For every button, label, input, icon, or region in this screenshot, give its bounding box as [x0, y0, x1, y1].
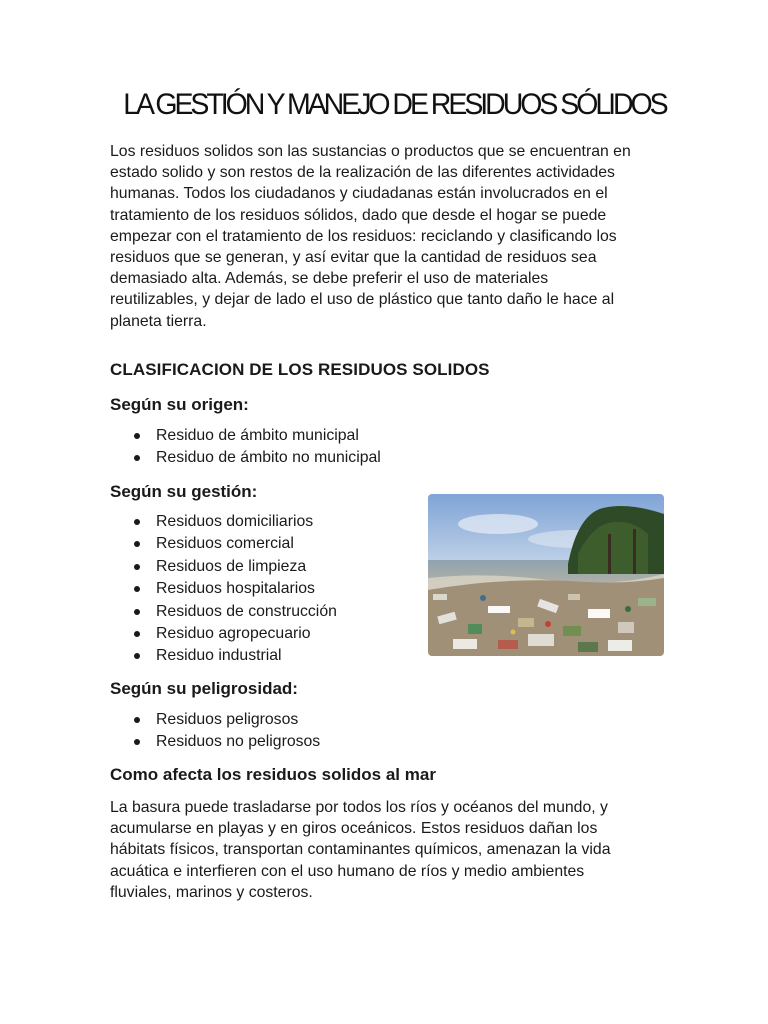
list-item: Residuos peligrosos — [110, 709, 320, 731]
origen-heading: Según su origen: — [110, 395, 249, 414]
classification-heading: CLASIFICACION DE LOS RESIDUOS SOLIDOS — [110, 360, 490, 379]
peligrosidad-heading: Según su peligrosidad: — [110, 679, 298, 698]
list-item: Residuo de ámbito no municipal — [110, 447, 381, 469]
peligrosidad-list — [110, 709, 320, 754]
mar-heading: Como afecta los residuos solidos al mar — [110, 765, 436, 784]
list-item: Residuo agropecuario — [110, 623, 337, 645]
list-item: Residuos hospitalarios — [110, 578, 337, 600]
list-item: Residuos domiciliarios — [110, 511, 337, 533]
list-item: Residuo industrial — [110, 645, 337, 667]
mar-paragraph: La basura puede trasladarse por todos los ríos y océanos del mundo, y acumularse en playas y en giros oceánicos. Estos residuos dañan los hábitats físicos, transportan contaminantes químicos, amenazan la vida acuática e interfieren con el uso humano de ríos y medio ambientes fluviales, marinos y costeros. — [110, 799, 611, 901]
list-item: Residuos de construcción — [110, 601, 337, 623]
list-item: Residuos de limpieza — [110, 556, 337, 578]
beach-litter-photo — [428, 494, 664, 656]
list-item: Residuos no peligrosos — [110, 731, 320, 753]
origen-list — [110, 425, 381, 470]
beach-litter-illustration — [428, 494, 664, 656]
gestion-heading: Según su gestión: — [110, 482, 258, 501]
list-item: Residuo de ámbito municipal — [110, 425, 381, 447]
document-title: LA GESTIÓN Y MANEJO DE RESIDUOS SÓLIDOS — [123, 88, 666, 121]
list-item: Residuos comercial — [110, 533, 337, 555]
intro-paragraph: Los residuos solidos son las sustancias o productos que se encuentran en estado solido y son restos de la realización de las diferentes actividades humanas. Todos los ciudadanos y ciudadanas están involucrados en el tratamiento de los residuos sólidos, dado que desde el hogar se puede empezar con el tratamiento de los residuos: reciclando y clasificando los residuos que se generan, y así evitar que la cantidad de residuos sea demasiado alta. Además, se debe preferir el uso de materiales reutilizables, y dejar de lado el uso de plástico que tanto daño le hace al planeta tierra. — [110, 143, 631, 330]
gestion-list — [110, 511, 337, 668]
